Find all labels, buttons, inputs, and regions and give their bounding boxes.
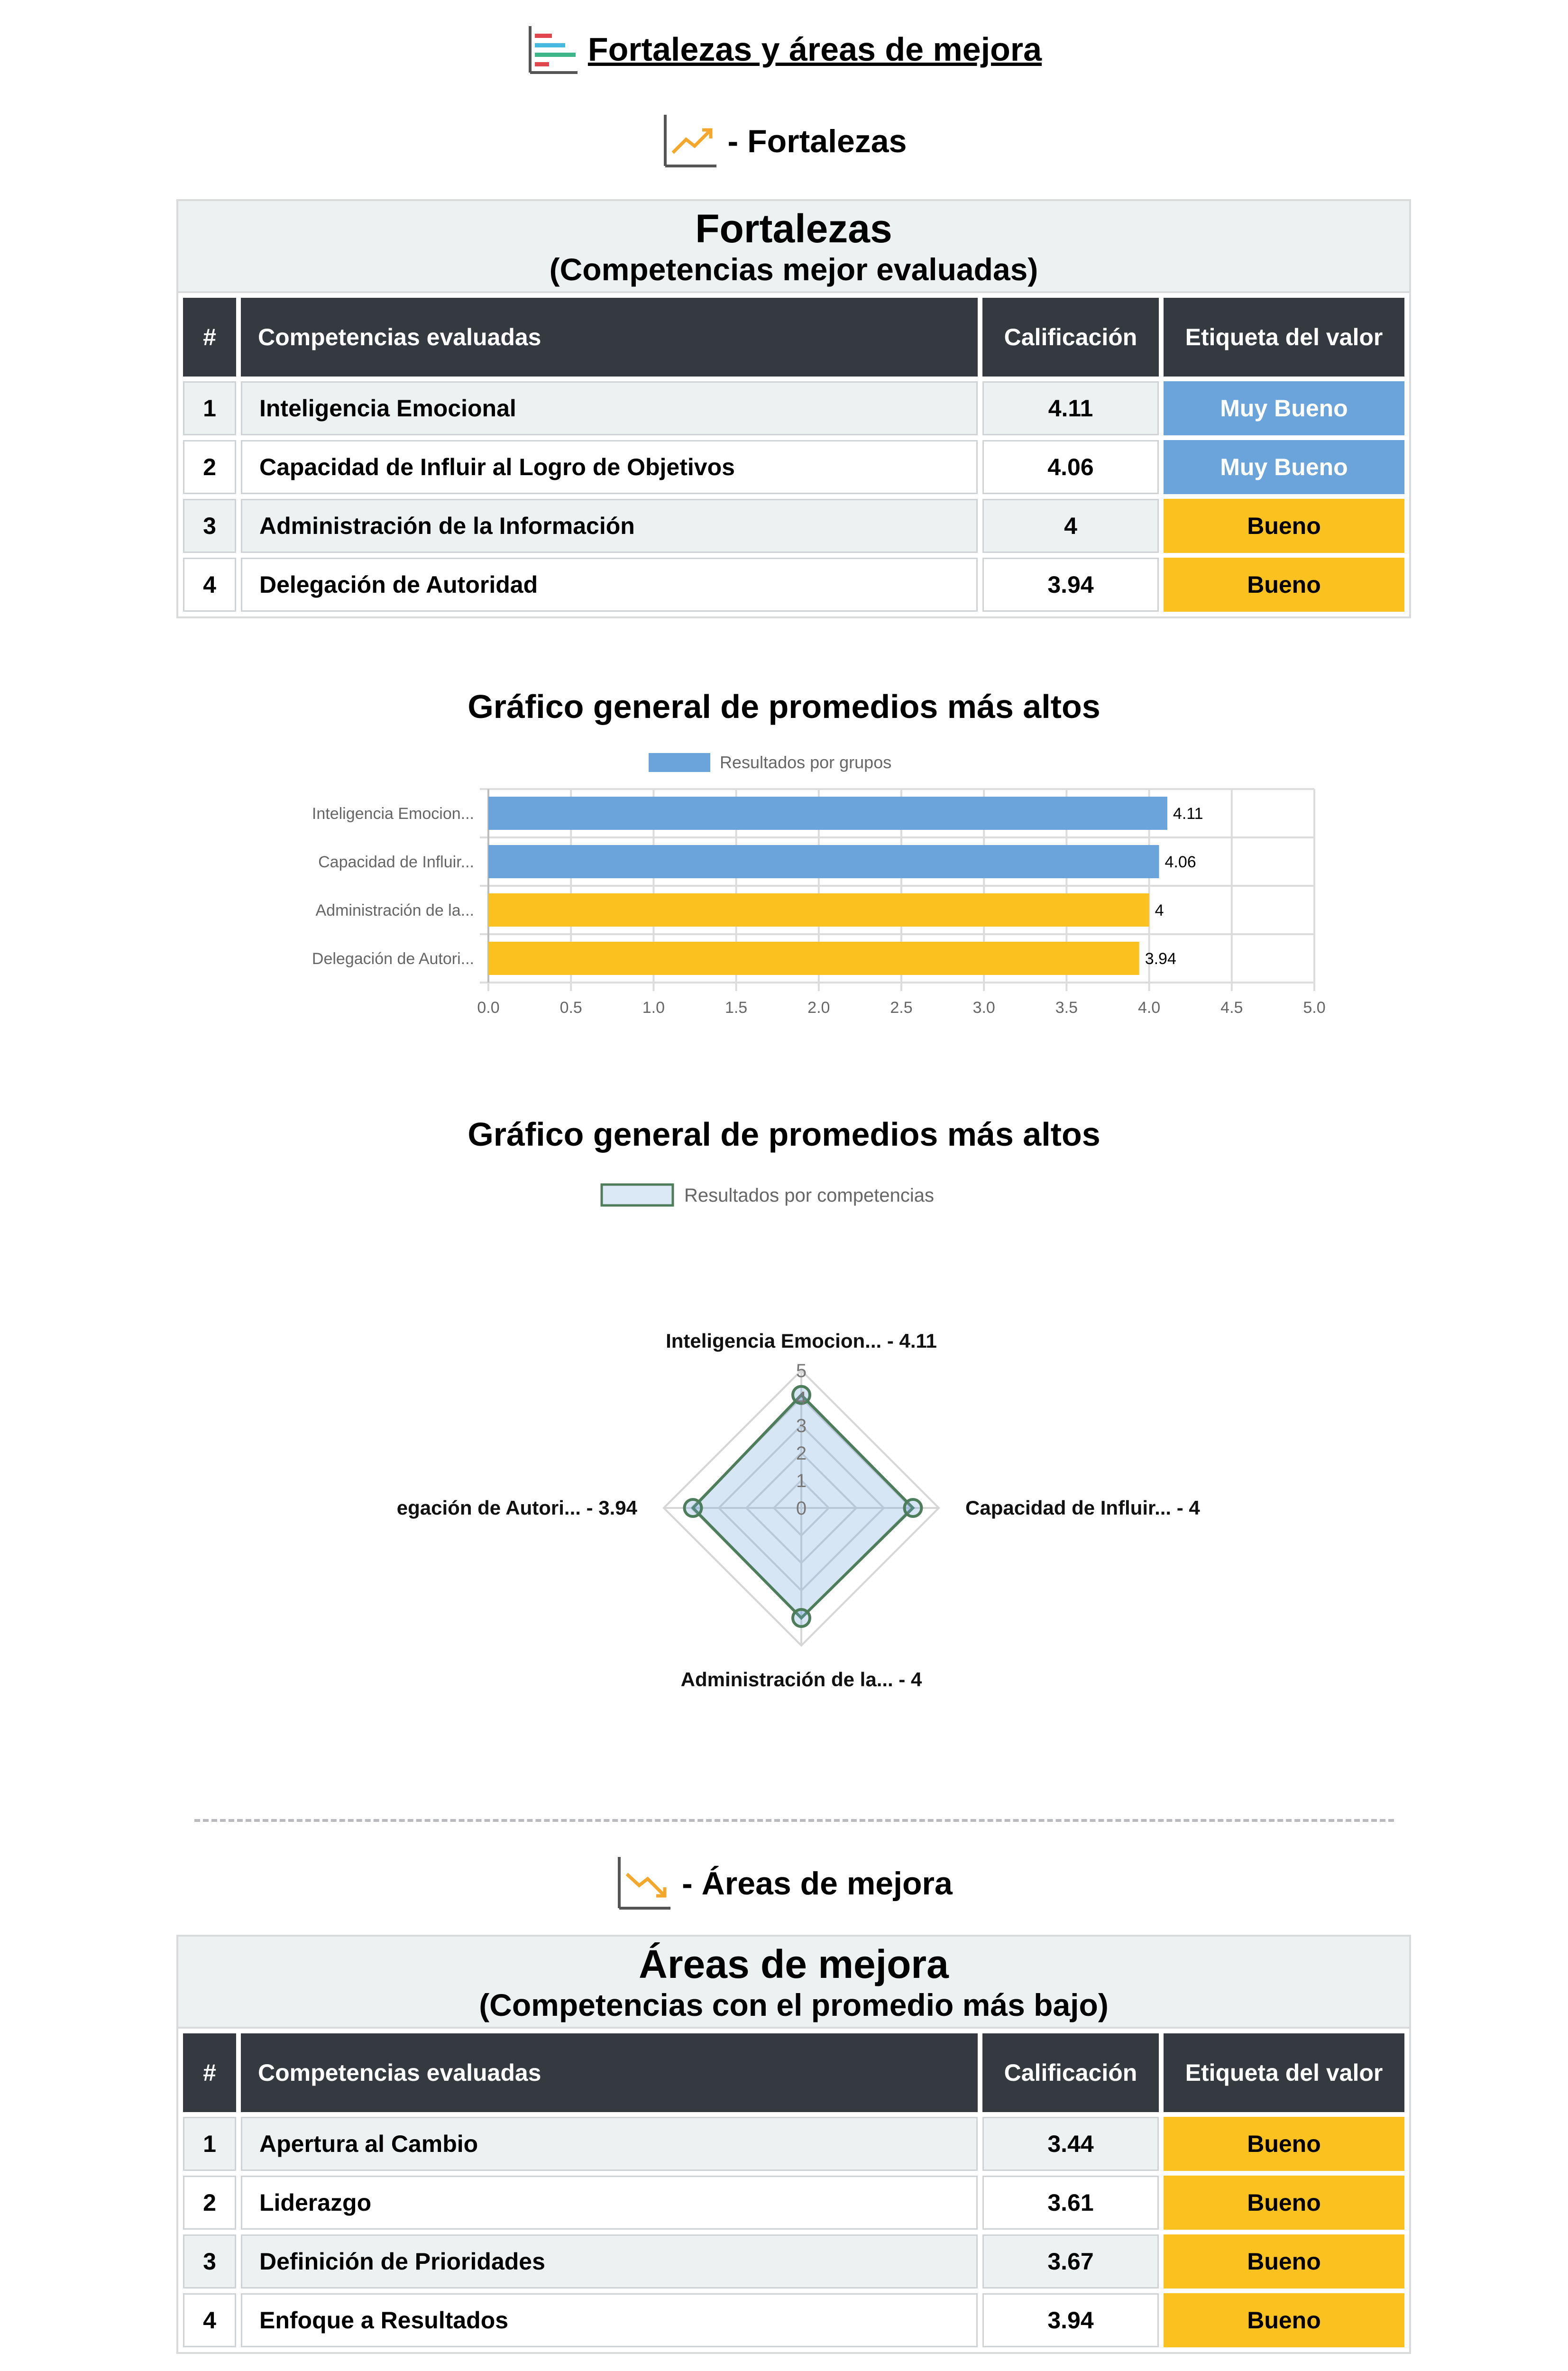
radar-axis-label: egación de Autori... - 3.94 [396,1497,637,1519]
col-etiqueta: Etiqueta del valor [1164,298,1404,377]
row-competencia: Definición de Prioridades [241,2234,978,2288]
col-competencias: Competencias evaluadas [241,298,978,377]
x-tick-label: 2.0 [807,999,830,1017]
table-row [183,558,1404,612]
radar-tick-label: 1 [796,1470,807,1491]
row-etiqueta-badge: Bueno [1164,558,1404,612]
radar-tick-label: 0 [796,1498,807,1519]
row-number: 2 [183,440,236,494]
radar-axis-label: Capacidad de Influir... - 4 [965,1497,1200,1519]
mejora-table [178,2029,1409,2352]
col-calificacion: Calificación [982,2033,1159,2112]
row-etiqueta-badge: Bueno [1164,2234,1404,2288]
category-label: Delegación de Autori... [312,950,474,968]
row-number: 1 [183,2117,236,2171]
table-row [183,2176,1404,2230]
row-competencia: Delegación de Autoridad [241,558,978,612]
trend-up-icon [661,113,718,170]
chart1-title: Gráfico general de promedios más altos [468,688,1100,725]
row-number: 2 [183,2176,236,2230]
x-tick-label: 1.5 [724,999,748,1017]
row-etiqueta-badge: Muy Bueno [1164,381,1404,435]
fortalezas-panel-title: Fortalezas [695,206,892,251]
mejora-section-title: - Áreas de mejora [682,1866,953,1902]
table-row [183,440,1404,494]
row-competencia: Enfoque a Resultados [241,2293,978,2347]
x-tick-label: 5.0 [1303,999,1326,1017]
data-label: 4.11 [1173,805,1203,823]
row-etiqueta-badge: Bueno [1164,499,1404,553]
row-number: 3 [183,499,236,553]
x-tick-label: 4.0 [1137,999,1161,1017]
radar-point [684,1499,701,1516]
x-tick-label: 2.5 [890,999,913,1017]
data-label: 3.94 [1145,950,1176,968]
col-competencias: Competencias evaluadas [241,2033,978,2112]
table-row [183,2293,1404,2347]
bar [488,797,1167,830]
col-calificacion: Calificación [982,298,1159,377]
table-row [183,499,1404,553]
category-label: Inteligencia Emocion... [312,805,474,823]
chart1-bar [0,740,1568,1024]
bar [488,893,1149,927]
bar-list-icon [526,23,578,75]
mejora-heading [0,1854,1568,1913]
row-calificacion: 4.11 [982,381,1159,435]
fortalezas-panel-subtitle: (Competencias mejor evaluadas) [549,252,1038,287]
bar [488,845,1159,878]
col-number: # [183,2033,236,2112]
x-tick-label: 0.0 [477,999,500,1017]
mejora-panel [176,1935,1411,2354]
category-label: Administración de la... [315,901,474,919]
bar [488,942,1139,975]
data-label: 4 [1155,901,1164,919]
row-competencia: Capacidad de Influir al Logro de Objetivos [241,440,978,494]
table-row [183,2117,1404,2171]
radar-tick-label: 3 [796,1415,807,1436]
radar-tick-label: 2 [796,1443,807,1464]
radar-tick-label: 4 [796,1388,807,1409]
row-calificacion: 3.44 [982,2117,1159,2171]
table-row [183,381,1404,435]
col-etiqueta: Etiqueta del valor [1164,2033,1404,2112]
row-number: 1 [183,381,236,435]
x-tick-label: 4.5 [1220,999,1243,1017]
row-competencia: Liderazgo [241,2176,978,2230]
row-calificacion: 4 [982,499,1159,553]
legend-label: Resultados por competencias [684,1185,934,1206]
row-calificacion: 3.94 [982,558,1159,612]
radar-point [904,1499,921,1516]
section-divider [194,1819,1394,1822]
legend-label: Resultados por grupos [720,753,892,772]
page-title: Fortalezas y áreas de mejora [587,31,1042,68]
data-label: 4.06 [1165,853,1196,871]
fortalezas-table [178,293,1409,616]
row-number: 4 [183,558,236,612]
x-tick-label: 3.5 [1055,999,1078,1017]
mejora-panel-header [178,1937,1409,2029]
chart2-radar [0,1167,1568,1736]
fortalezas-heading [0,113,1568,170]
row-number: 4 [183,2293,236,2347]
legend-swatch [649,753,710,772]
chart2-title: Gráfico general de promedios más altos [468,1116,1100,1153]
row-number: 3 [183,2234,236,2288]
radar-axis-label: Administración de la... - 4 [680,1668,922,1691]
legend-swatch [602,1185,673,1205]
page-header [0,21,1568,78]
row-competencia: Administración de la Información [241,499,978,553]
mejora-panel-title: Áreas de mejora [639,1942,949,1986]
table-row [183,2234,1404,2288]
trend-down-icon [615,1855,672,1912]
radar-point [793,1609,810,1627]
col-number: # [183,298,236,377]
radar-tick-label: 5 [796,1360,807,1381]
row-calificacion: 3.94 [982,2293,1159,2347]
fortalezas-panel [176,199,1411,618]
row-etiqueta-badge: Muy Bueno [1164,440,1404,494]
row-calificacion: 3.61 [982,2176,1159,2230]
row-competencia: Apertura al Cambio [241,2117,978,2171]
radar-axis-label: Inteligencia Emocion... - 4.11 [666,1330,937,1352]
category-label: Capacidad de Influir... [318,853,474,871]
fortalezas-panel-header [178,201,1409,293]
row-etiqueta-badge: Bueno [1164,2117,1404,2171]
row-calificacion: 3.67 [982,2234,1159,2288]
row-etiqueta-badge: Bueno [1164,2293,1404,2347]
x-tick-label: 0.5 [559,999,582,1017]
mejora-panel-subtitle: (Competencias con el promedio más bajo) [479,1987,1109,2022]
fortalezas-section-title: - Fortalezas [727,123,907,159]
x-tick-label: 3.0 [972,999,995,1017]
row-calificacion: 4.06 [982,440,1159,494]
x-tick-label: 1.0 [642,999,665,1017]
row-competencia: Inteligencia Emocional [241,381,978,435]
row-etiqueta-badge: Bueno [1164,2176,1404,2230]
